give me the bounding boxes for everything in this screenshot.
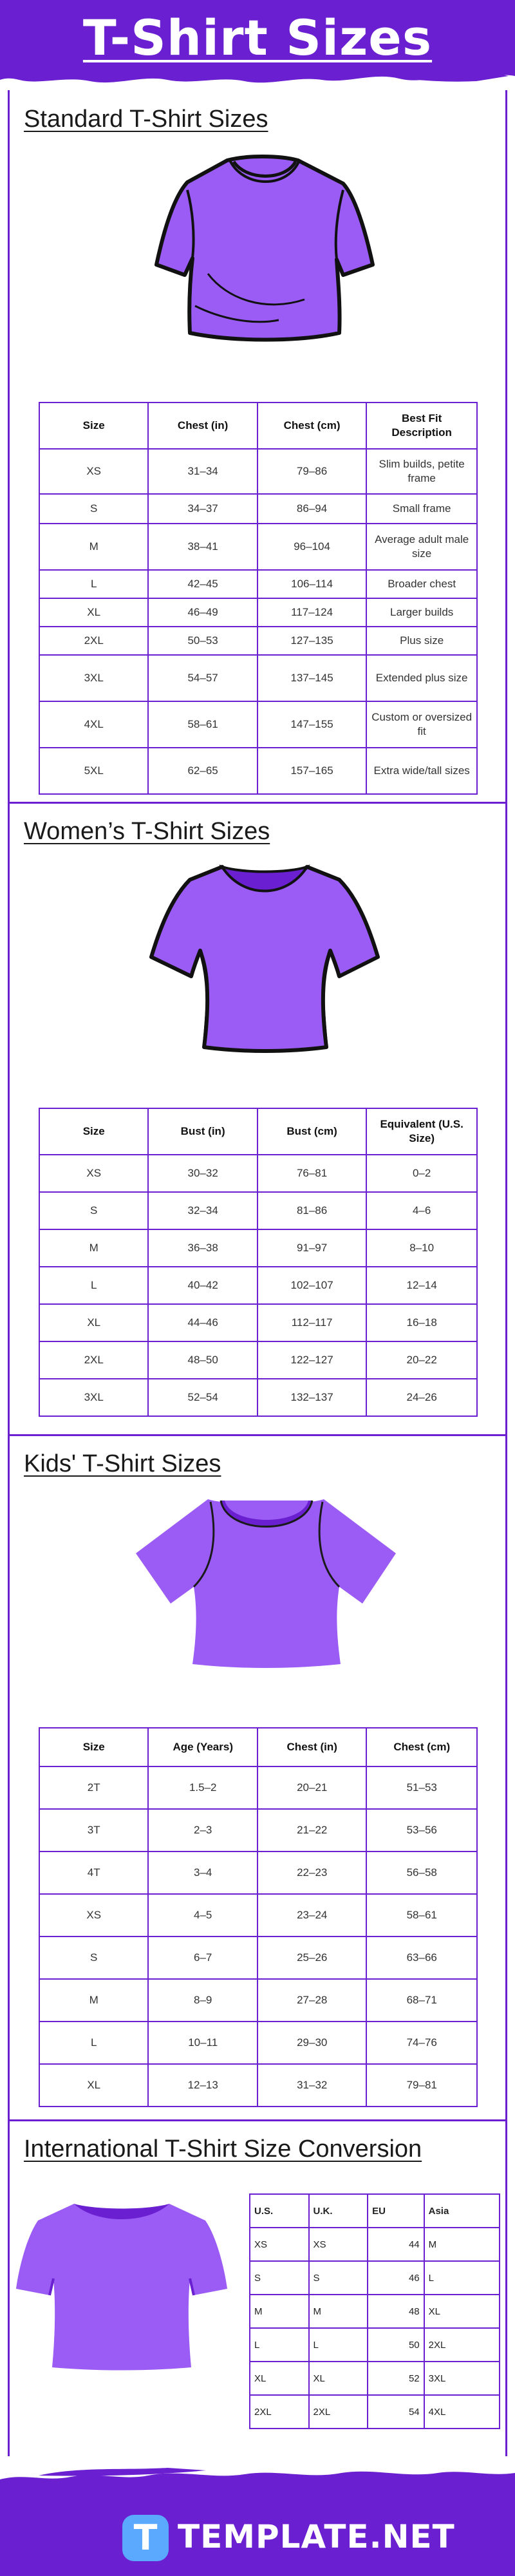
table-cell: 10–11: [148, 2022, 258, 2064]
table-cell: 23–24: [258, 1894, 367, 1937]
table-cell: 5XL: [39, 748, 148, 794]
table-cell: 54–57: [148, 655, 257, 701]
table-cell: 53–56: [366, 1809, 477, 1852]
table-cell: M: [424, 2228, 500, 2261]
column-header: U.S.: [250, 2194, 309, 2228]
table-cell: XL: [39, 598, 148, 627]
table-cell: 3–4: [148, 1852, 258, 1894]
table-cell: 2XL: [309, 2395, 368, 2429]
table-header-row: [39, 402, 477, 449]
column-header: Asia: [424, 2194, 500, 2228]
table-cell: 6–7: [148, 1937, 258, 1979]
table-row: [39, 1852, 477, 1894]
table-cell: 16–18: [366, 1304, 477, 1341]
table-cell: XS: [39, 1155, 148, 1192]
table-cell: 46: [368, 2261, 424, 2295]
column-header: Size: [39, 1728, 148, 1766]
table-row: [39, 2064, 477, 2107]
column-header: Age (Years): [148, 1728, 258, 1766]
table-cell: 50: [368, 2328, 424, 2362]
table-cell: XS: [250, 2228, 309, 2261]
table-cell: 91–97: [258, 1229, 366, 1267]
table-cell: 25–26: [258, 1937, 367, 1979]
table-cell: 2XL: [424, 2328, 500, 2362]
table-cell: Extended plus size: [366, 655, 477, 701]
table-cell: L: [39, 2022, 148, 2064]
table-cell: XL: [39, 2064, 148, 2107]
table-cell: 147–155: [258, 701, 366, 748]
header-banner: [0, 0, 515, 97]
table-cell: 22–23: [258, 1852, 367, 1894]
table-cell: 4XL: [39, 701, 148, 748]
table-cell: 44: [368, 2228, 424, 2261]
table-cell: 2–3: [148, 1809, 258, 1852]
table-cell: 12–13: [148, 2064, 258, 2107]
table-cell: 3XL: [424, 2362, 500, 2395]
table-cell: 54: [368, 2395, 424, 2429]
table-row: [39, 1979, 477, 2022]
table-cell: L: [424, 2261, 500, 2295]
kids-size-table: [39, 1727, 478, 2107]
table-cell: M: [250, 2295, 309, 2328]
standard-size-table: [39, 402, 478, 795]
table-cell: 0–2: [366, 1155, 477, 1192]
table-cell: 8–10: [366, 1229, 477, 1267]
table-row: [250, 2295, 500, 2328]
table-cell: 96–104: [258, 524, 366, 570]
table-row: [39, 1766, 477, 1809]
table-row: [39, 494, 477, 524]
table-cell: 20–21: [258, 1766, 367, 1809]
table-cell: 56–58: [366, 1852, 477, 1894]
table-cell: Custom or oversized fit: [366, 701, 477, 748]
column-header: Size: [39, 402, 148, 449]
table-cell: 52–54: [148, 1379, 257, 1416]
table-cell: 24–26: [366, 1379, 477, 1416]
table-cell: 137–145: [258, 655, 366, 701]
column-header: EU: [368, 2194, 424, 2228]
column-header: Size: [39, 1108, 148, 1155]
table-row: [39, 1229, 477, 1267]
table-cell: 127–135: [258, 627, 366, 655]
table-cell: L: [39, 1267, 148, 1304]
table-cell: 2XL: [250, 2395, 309, 2429]
table-header-row: [250, 2194, 500, 2228]
table-cell: 42–45: [148, 570, 257, 598]
table-cell: 74–76: [366, 2022, 477, 2064]
table-row: [39, 598, 477, 627]
table-row: [39, 524, 477, 570]
table-cell: M: [39, 1979, 148, 2022]
table-cell: 29–30: [258, 2022, 367, 2064]
international-conversion-table: [249, 2193, 500, 2429]
table-cell: XL: [424, 2295, 500, 2328]
table-row: [39, 1267, 477, 1304]
table-row: [39, 627, 477, 655]
column-header: Chest (in): [148, 402, 257, 449]
table-cell: 34–37: [148, 494, 257, 524]
column-header: Equivalent (U.S. Size): [366, 1108, 477, 1155]
international-section-title: International T-Shirt Size Conversion: [24, 2136, 422, 2163]
table-cell: 20–22: [366, 1341, 477, 1379]
kids-tshirt-icon: [131, 1495, 401, 1669]
table-cell: S: [39, 1937, 148, 1979]
table-cell: 32–34: [148, 1192, 257, 1229]
table-row: [250, 2261, 500, 2295]
table-cell: 68–71: [366, 1979, 477, 2022]
template-logo-icon: [122, 2515, 169, 2561]
table-cell: XS: [309, 2228, 368, 2261]
table-cell: 4–5: [148, 1894, 258, 1937]
table-cell: Larger builds: [366, 598, 477, 627]
table-cell: XS: [39, 449, 148, 494]
table-cell: 58–61: [366, 1894, 477, 1937]
column-header: Chest (cm): [258, 402, 366, 449]
table-cell: 86–94: [258, 494, 366, 524]
standard-tshirt-icon: [150, 151, 379, 345]
table-cell: 4–6: [366, 1192, 477, 1229]
womens-tshirt-icon: [146, 860, 383, 1054]
table-row: [250, 2362, 500, 2395]
table-cell: M: [39, 1229, 148, 1267]
table-cell: 48: [368, 2295, 424, 2328]
column-header: Bust (cm): [258, 1108, 366, 1155]
table-cell: 58–61: [148, 701, 257, 748]
table-cell: L: [309, 2328, 368, 2362]
table-cell: 50–53: [148, 627, 257, 655]
table-cell: 4XL: [424, 2395, 500, 2429]
table-cell: 62–65: [148, 748, 257, 794]
table-cell: 2T: [39, 1766, 148, 1809]
table-row: [39, 1937, 477, 1979]
international-section: [8, 2121, 507, 2456]
table-cell: M: [309, 2295, 368, 2328]
table-cell: 76–81: [258, 1155, 366, 1192]
table-cell: 12–14: [366, 1267, 477, 1304]
column-header: Bust (in): [148, 1108, 257, 1155]
table-cell: Slim builds, petite frame: [366, 449, 477, 494]
table-cell: 106–114: [258, 570, 366, 598]
table-row: [250, 2328, 500, 2362]
standard-section: [8, 90, 507, 804]
table-cell: 81–86: [258, 1192, 366, 1229]
table-row: [39, 570, 477, 598]
table-cell: 48–50: [148, 1341, 257, 1379]
table-cell: 46–49: [148, 598, 257, 627]
table-header-row: [39, 1108, 477, 1155]
table-cell: XL: [250, 2362, 309, 2395]
table-cell: 44–46: [148, 1304, 257, 1341]
international-tshirt-icon: [12, 2199, 231, 2372]
table-row: [39, 1304, 477, 1341]
logo-letter: T: [133, 2517, 158, 2558]
table-cell: L: [250, 2328, 309, 2362]
table-cell: 157–165: [258, 748, 366, 794]
womens-size-table: [39, 1108, 478, 1417]
column-header: Best Fit Description: [366, 402, 477, 449]
table-cell: 4T: [39, 1852, 148, 1894]
table-cell: 8–9: [148, 1979, 258, 2022]
table-cell: 40–42: [148, 1267, 257, 1304]
table-row: [39, 1341, 477, 1379]
table-row: [250, 2395, 500, 2429]
table-cell: 3XL: [39, 655, 148, 701]
table-cell: 112–117: [258, 1304, 366, 1341]
table-cell: Broader chest: [366, 570, 477, 598]
table-row: [39, 449, 477, 494]
table-cell: 30–32: [148, 1155, 257, 1192]
table-cell: 51–53: [366, 1766, 477, 1809]
table-row: [39, 701, 477, 748]
column-header: Chest (in): [258, 1728, 367, 1766]
table-row: [39, 1192, 477, 1229]
table-row: [39, 1155, 477, 1192]
table-cell: S: [39, 494, 148, 524]
table-cell: 3T: [39, 1809, 148, 1852]
table-row: [39, 1894, 477, 1937]
column-header: U.K.: [309, 2194, 368, 2228]
table-cell: XS: [39, 1894, 148, 1937]
table-row: [39, 2022, 477, 2064]
table-cell: S: [250, 2261, 309, 2295]
table-cell: Average adult male size: [366, 524, 477, 570]
table-cell: 21–22: [258, 1809, 367, 1852]
table-cell: Extra wide/tall sizes: [366, 748, 477, 794]
table-cell: 117–124: [258, 598, 366, 627]
table-cell: 79–86: [258, 449, 366, 494]
table-cell: 3XL: [39, 1379, 148, 1416]
standard-section-title: Standard T-Shirt Sizes: [24, 106, 268, 133]
footer-banner: [0, 2454, 515, 2576]
page-title: T-Shirt Sizes: [82, 9, 433, 66]
table-row: [39, 1379, 477, 1416]
table-row: [250, 2228, 500, 2261]
womens-section: [8, 804, 507, 1436]
table-cell: 27–28: [258, 1979, 367, 2022]
footer-brush-shape: [0, 2454, 515, 2576]
table-cell: Plus size: [366, 627, 477, 655]
table-cell: 2XL: [39, 627, 148, 655]
kids-section: [8, 1436, 507, 2121]
table-header-row: [39, 1728, 477, 1766]
table-cell: 2XL: [39, 1341, 148, 1379]
table-cell: S: [39, 1192, 148, 1229]
table-cell: M: [39, 524, 148, 570]
table-cell: 1.5–2: [148, 1766, 258, 1809]
table-cell: Small frame: [366, 494, 477, 524]
table-row: [39, 1809, 477, 1852]
table-cell: XL: [39, 1304, 148, 1341]
brand-name: TEMPLATE.NET: [178, 2518, 455, 2555]
column-header: Chest (cm): [366, 1728, 477, 1766]
table-cell: 79–81: [366, 2064, 477, 2107]
table-cell: 122–127: [258, 1341, 366, 1379]
table-cell: 102–107: [258, 1267, 366, 1304]
table-cell: 52: [368, 2362, 424, 2395]
table-row: [39, 748, 477, 794]
table-row: [39, 655, 477, 701]
table-cell: S: [309, 2261, 368, 2295]
table-cell: L: [39, 570, 148, 598]
table-cell: XL: [309, 2362, 368, 2395]
table-cell: 31–32: [258, 2064, 367, 2107]
table-cell: 63–66: [366, 1937, 477, 1979]
table-cell: 36–38: [148, 1229, 257, 1267]
table-cell: 31–34: [148, 449, 257, 494]
kids-section-title: Kids' T-Shirt Sizes: [24, 1450, 221, 1477]
table-cell: 132–137: [258, 1379, 366, 1416]
womens-section-title: Women’s T-Shirt Sizes: [24, 818, 270, 845]
table-cell: 38–41: [148, 524, 257, 570]
